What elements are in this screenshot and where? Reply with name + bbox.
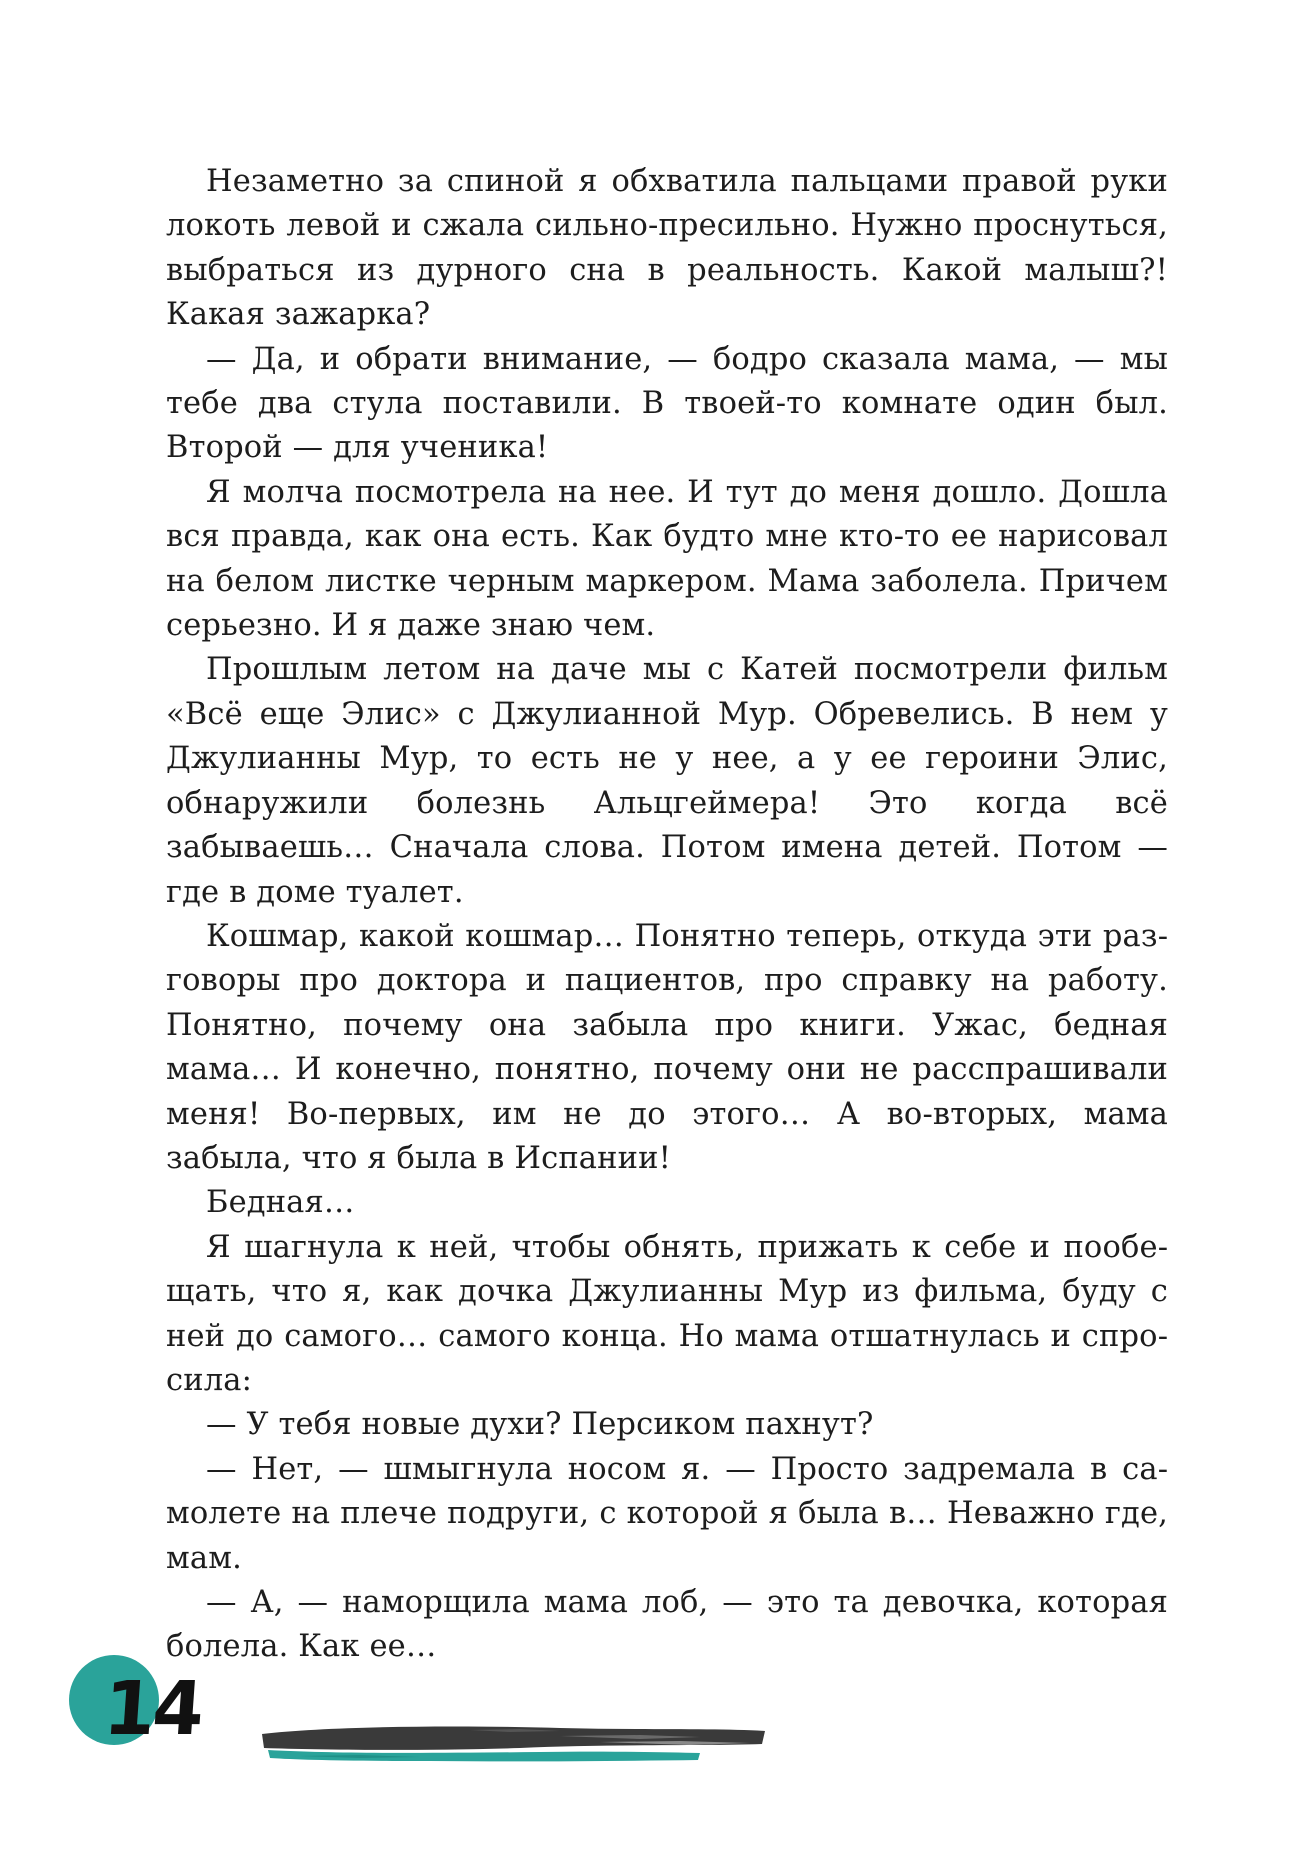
paragraph: — Нет, — шмыгнула носом я. — Просто задремала в самолете на плече подруги, с которой я была в… Неважно где, мам. <box>166 1451 1168 1576</box>
paragraph: — Да, и обрати внимание, — бодро сказала мама, — мы тебе два стула поставили. В твоей-то комнате один был. Второй — для ученика! <box>166 341 1168 466</box>
paragraph: — А, — наморщила мама лоб, — это та девочка, которая болела. Как ее… <box>166 1585 1168 1665</box>
paragraph: Кошмар, какой кошмар… Понятно теперь, откуда эти разговоры про доктора и пациентов, про справку на работу. Понятно, почему она забыла про книги. Ужас, бедная мама… И конечно, понятно, почему они не расспрашивали меня! Во-первых, им не до этого… А во-вторых, мама забыла, что я была в Испании! <box>166 918 1168 1176</box>
body-text <box>166 160 1168 1670</box>
brush-stroke <box>262 1726 765 1761</box>
paragraph: Бедная… <box>206 1185 355 1221</box>
page-number: 14 <box>100 1666 204 1752</box>
paragraph: Я молча посмотрела на нее. И тут до меня дошло. Дошла вся правда, как она есть. Как будто мне кто-то ее нарисовал на белом листке черным маркером. Мама заболела. Причем серьезно. И я даже знаю чем. <box>166 474 1168 644</box>
paragraph: Я шагнула к ней, чтобы обнять, прижать к себе и пообещать, что я, как дочка Джулианны Мур из фильма, буду с ней до самого… самого конца. Но мама отшатнулась и спросила: <box>166 1229 1168 1398</box>
paragraph: Прошлым летом на даче мы с Катей посмотрели фильм «Всё еще Элис» с Джулианной Мур. Обревелись. В нем у Джулианны Мур, то есть не у нее, а у ее героини Элис, обнаружили болезнь Альцгеймера! Это когда всё забываешь… Сначала слова. Потом имена детей. Потом — где в доме туалет. <box>166 652 1168 910</box>
paragraph: Незаметно за спиной я обхватила пальцами правой руки локоть левой и сжала сильно-пресильно. Нужно проснуться, выбраться из дурного сна в реальность. Какой малыш?! Какая зажарка? <box>166 164 1168 333</box>
paragraph: — У тебя новые духи? Персиком пахнут? <box>206 1407 874 1443</box>
